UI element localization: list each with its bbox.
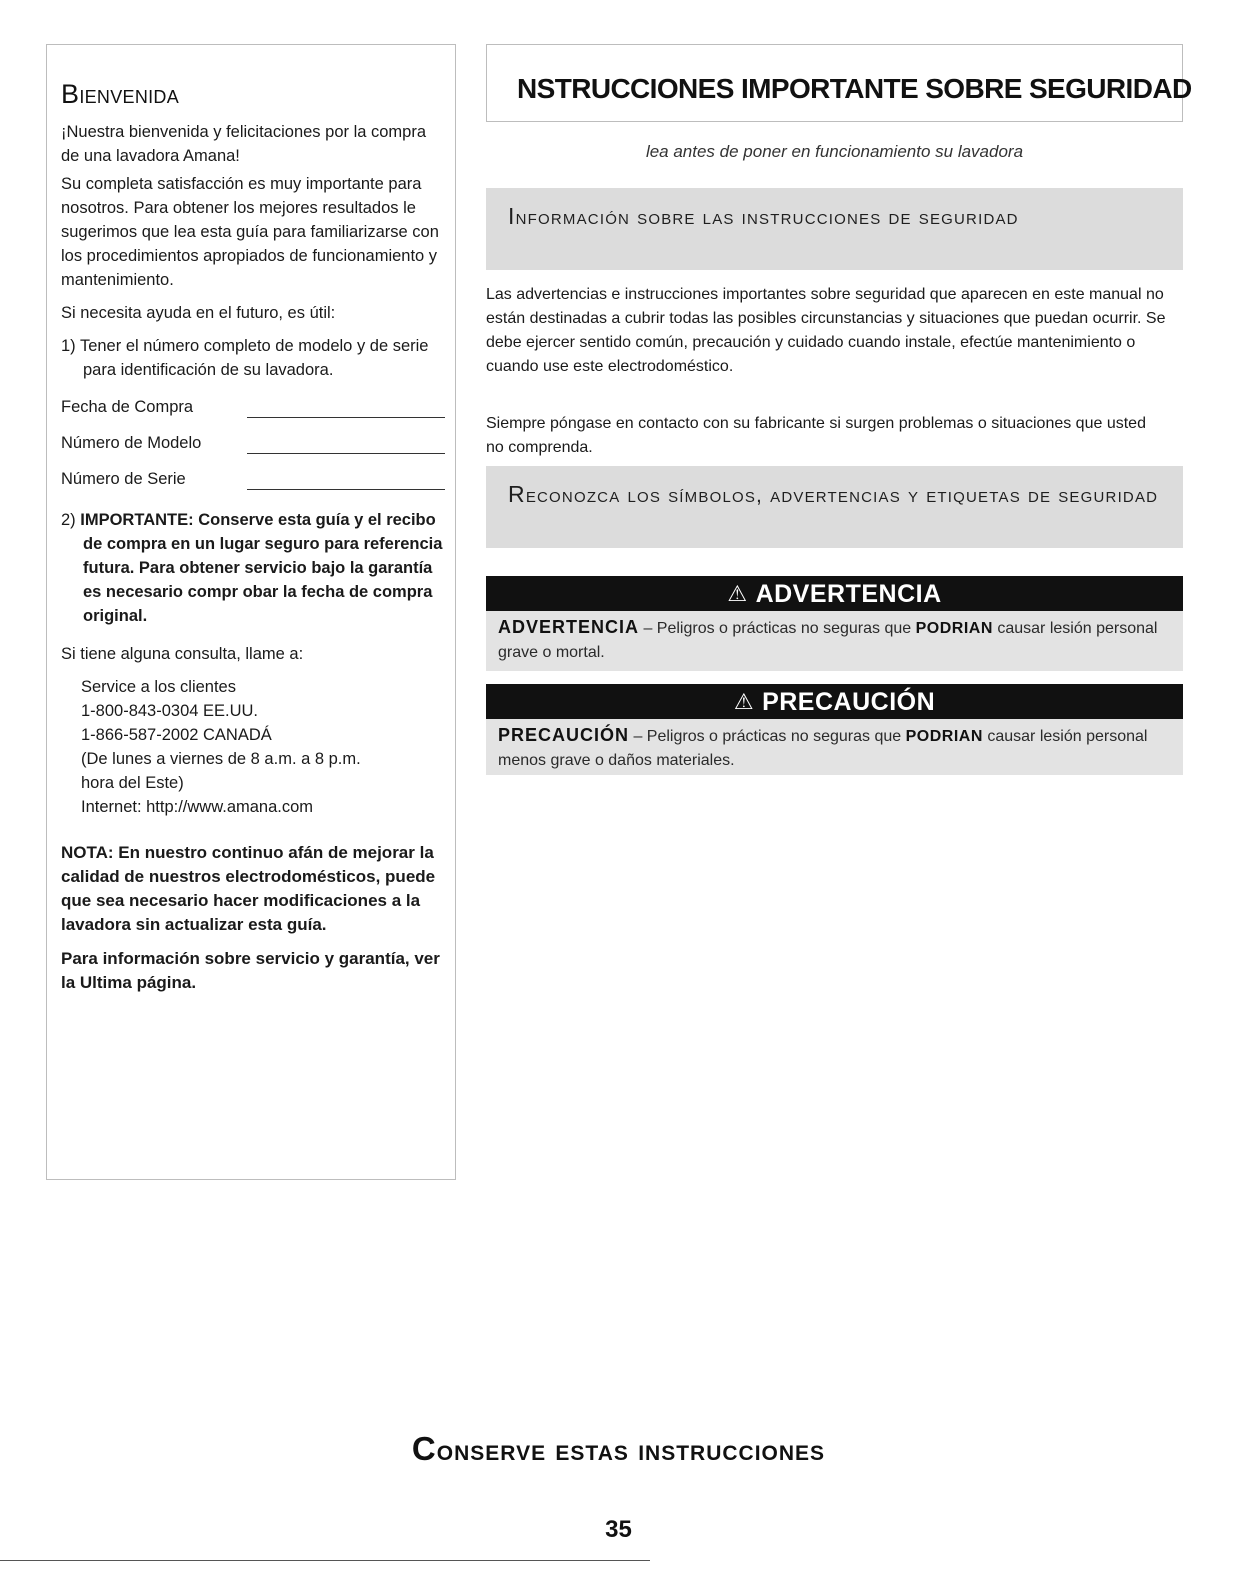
- field-label: Número de Modelo: [61, 434, 202, 452]
- contact-line: Service a los clientes: [81, 678, 236, 696]
- blank-line: [247, 471, 445, 490]
- safety-info-heading: Información sobre las instrucciones de seguridad: [486, 188, 1183, 270]
- warning-description: ADVERTENCIA – Peligros o prácticas no seguras que PODRIAN causar lesión personal grave o mortal.: [486, 611, 1183, 671]
- help-intro: Si necesita ayuda en el futuro, es útil:: [61, 304, 336, 322]
- page-number: 35: [605, 1516, 632, 1543]
- item-number: 2): [61, 511, 76, 529]
- field-label: Número de Serie: [61, 470, 186, 488]
- safety-title-box: [486, 44, 1192, 122]
- welcome-greeting: ¡Nuestra bienvenida y felicitaciones por la compra de una lavadora Amana!: [61, 123, 427, 165]
- consult-text: Si tiene alguna consulta, llame a:: [61, 645, 304, 663]
- model-number-field: [61, 432, 445, 454]
- contact-line: (De lunes a viernes de 8 a.m. a 8 p.m.: [81, 750, 361, 768]
- safety-title: NSTRUCCIONES IMPORTANTE SOBRE SEGURIDAD: [517, 73, 1192, 104]
- purchase-date-field: [61, 396, 445, 418]
- safety-paragraph-1: Las advertencias e instrucciones importantes sobre seguridad que aparecen en este manual no están destinadas a cubrir todas las posibles circunstancias y situaciones que puedan ocurrir. Se debe ejercer sentido común, precaución y cuidado cuando instale, efectúe mantenimiento o cuando use este electrodoméstico.: [486, 286, 1166, 375]
- serial-number-field: [61, 468, 445, 490]
- important-note: IMPORTANTE: Conserve esta guía y el recibo de compra en un lugar seguro para referencia futura. Para obtener servicio bajo la garantía es necesario compr obar la fecha de compra original.: [80, 511, 443, 625]
- warning-keyword: ADVERTENCIA: [498, 617, 640, 637]
- welcome-title: Bienvenida: [61, 79, 180, 109]
- help-item-1: 1) Tener el número completo de modelo y de serie para identificación de su lavadora.: [61, 337, 429, 379]
- warning-triangle-icon: ⚠: [727, 581, 748, 606]
- nota-text: NOTA: En nuestro continuo afán de mejorar la calidad de nuestros electrodomésticos, puede que sea necesario hacer modificaciones a la lavadora sin actualizar esta guía.: [61, 843, 436, 934]
- caution-keyword: PRECAUCIÓN: [498, 725, 630, 745]
- welcome-satisfaction: Su completa satisfacción es muy importante para nosotros. Para obtener los mejores resultados le sugerimos que lea esta guía para familiarizarse con los procedimientos apropiados de funcionamiento y mantenimiento.: [61, 175, 439, 289]
- warning-triangle-icon: ⚠: [733, 689, 755, 714]
- help-item-2: [61, 508, 445, 628]
- contact-line: 1-866-587-2002 CANADÁ: [81, 726, 272, 744]
- blank-line: [247, 399, 445, 418]
- contact-line: hora del Este): [81, 774, 184, 792]
- contact-block: [81, 675, 445, 819]
- welcome-panel: [46, 44, 456, 1180]
- keep-instructions-title: Conserve estas instrucciones: [411, 1430, 826, 1467]
- caution-description: PRECAUCIÓN – Peligros o prácticas no seguras que PODRIAN causar lesión personal menos grave o daños materiales.: [486, 719, 1183, 775]
- symbols-heading: Reconozca los símbolos, advertencias y etiquetas de seguridad: [486, 466, 1183, 548]
- bottom-rule: [0, 1560, 650, 1561]
- contact-line: 1-800-843-0304 EE.UU.: [81, 702, 259, 720]
- welcome-content: [61, 81, 445, 995]
- service-info-text: Para información sobre servicio y garantía, ver la Ultima página.: [61, 949, 440, 992]
- caution-bar: ⚠ PRECAUCIÓN: [486, 684, 1183, 719]
- safety-subtitle: lea antes de poner en funcionamiento su lavadora: [645, 142, 1024, 161]
- warning-bar: ⚠ ADVERTENCIA: [486, 576, 1183, 611]
- contact-line: Internet: http://www.amana.com: [81, 798, 314, 816]
- blank-line: [247, 435, 445, 454]
- field-label: Fecha de Compra: [61, 398, 194, 416]
- safety-paragraph-2: Siempre póngase en contacto con su fabricante si surgen problemas o situaciones que usted no comprenda.: [486, 415, 1146, 456]
